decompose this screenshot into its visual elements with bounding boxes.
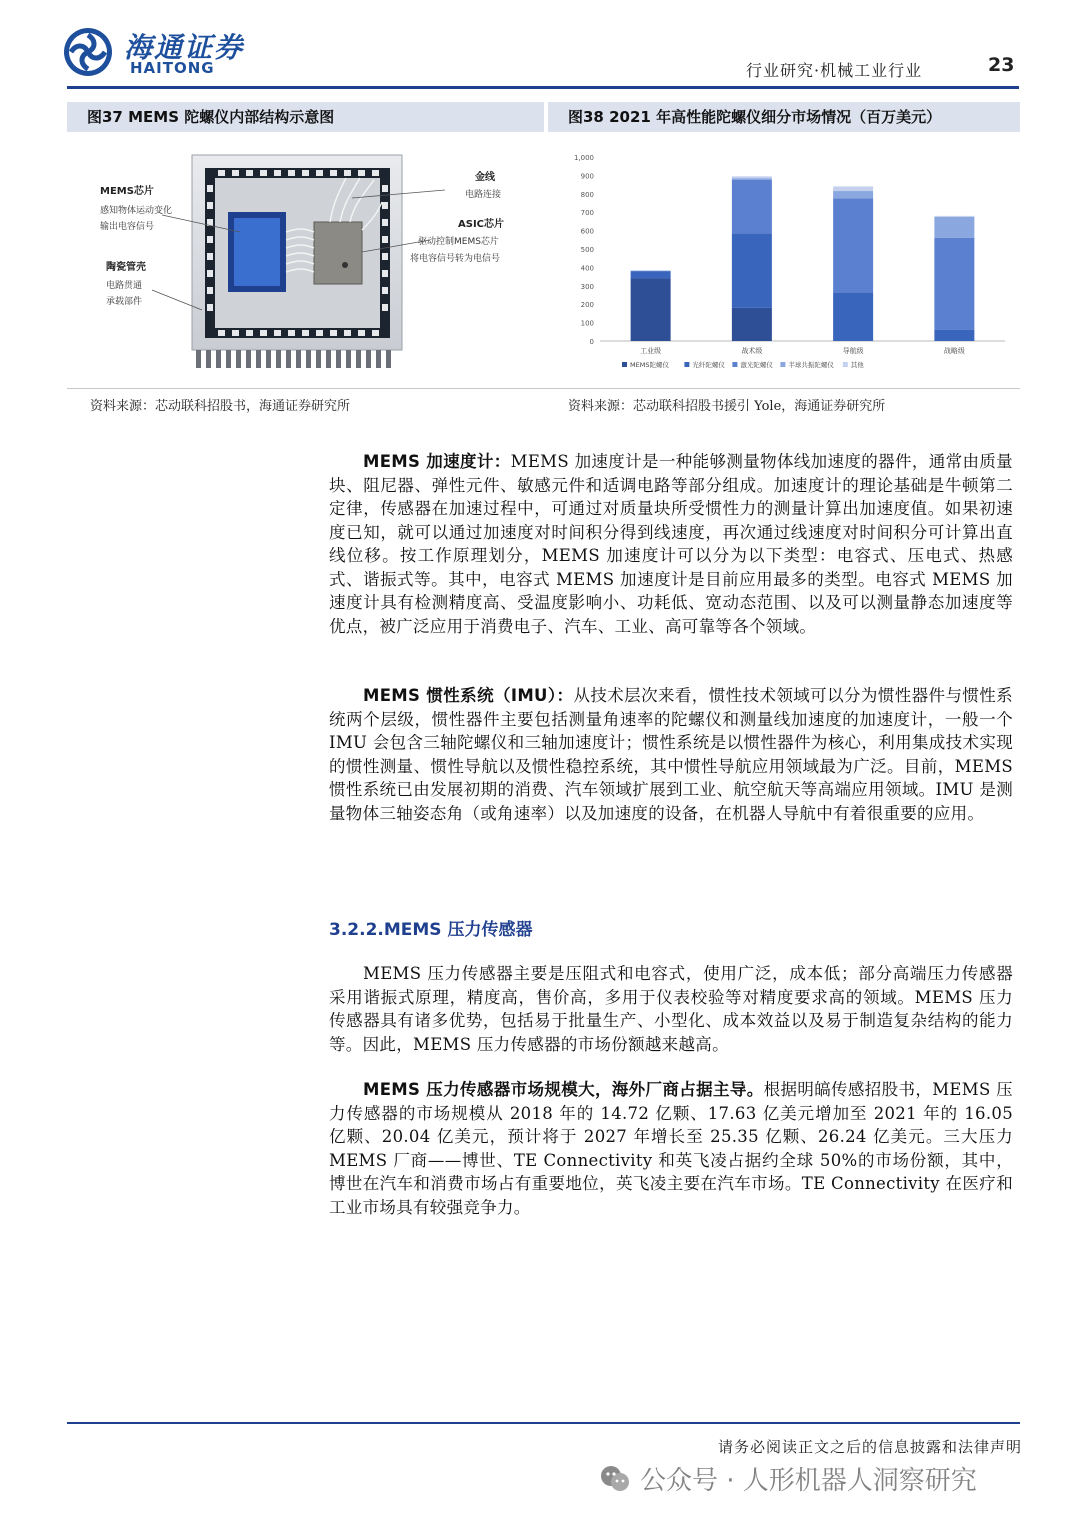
mems-chip-title: MEMS芯片 [100, 186, 154, 197]
y-tick-label: 200 [580, 301, 594, 310]
figure37-source: 资料来源：芯动联科招股书，海通证券研究所 [90, 399, 351, 414]
mems-gyroscope-diagram [90, 140, 530, 380]
paragraph-text: MEMS 加速度计是一种能够测量物体线加速度的器件，通常由质量块、阻尼器、弹性元件、敏感元件和适调电路等部分组成。加速度计的理论基础是牛顿第二定律，传感器在加速过程中，可通过对质量块所受惯性力的测量计算出加速度值。如果初速度已知，就可以通过加速度对时间积分得到线速度，再次通过线速度对时间积分可计算出直线位移。按工作原理划分，MEMS 加速度计可以分为以下类型：电容式、压电式、热感式、谐振式等。其中，电容式 MEMS 加速度计是目前应用最多的类型。电容式 MEMS 加速度计具有检测精度高、受温度影响小、功耗低、宽动态范围、以及可以测量静态加速度等优点，被广泛应用于消费电子、汽车、工业、高可靠等各个领域。 [329, 452, 1013, 636]
bar-segment [732, 308, 772, 341]
paragraph-text: MEMS 压力传感器主要是压阻式和电容式，使用广泛，成本低；部分高端压力传感器采用谐振式原理，精度高，售价高，多用于仪表校验等对精度要求高的领域。MEMS 压力传感器具有诸多优势，包括易于批量生产、小型化、成本效益以及易于制造复杂结构的能力等。因此，MEMS 压力传感器的市场份额越来越高。 [329, 964, 1013, 1054]
legend-swatch [780, 362, 785, 367]
paragraph-pressure-sensor [329, 962, 1013, 1056]
paragraph-text: 根据明皜传感招股书，MEMS 压力传感器的市场规模从 2018 年的 14.72 亿颗、17.63 亿美元增加至 2021 年的 16.05 亿颗、20.04 亿美元，预计将于 2027 年增长至 25.35 亿颗、26.24 亿美元。三大压力 MEMS 厂商——博世、TE Connectivity 和英飞凌占据约全球 50%的市场份额，其中，博世在汽车和消费市场占有重要地位，英飞凌主要在汽车市场。TE Connectivity 在医疗和工业市场具有较强竞争力。 [329, 1080, 1013, 1217]
paragraph-text: 从技术层次来看，惯性技术领域可以分为惯性器件与惯性系统两个层级，惯性器件主要包括测量角速率的陀螺仪和测量线加速度的加速度计，一般一个 IMU 会包含三轴陀螺仪和三轴加速度计；惯性系统是以惯性器件为核心，利用集成技术实现的惯性测量、惯性导航以及惯性稳控系统，其中惯性导航应用领域最为广泛。目前，MEMS 惯性系统已由发展初期的消费、汽车领域扩展到工业、航空航天等高端应用领域。IMU 是测量物体三轴姿态角（或角速率）以及加速度的设备，在机器人导航中有着很重要的应用。 [329, 686, 1013, 823]
y-tick-label: 300 [580, 282, 594, 291]
legend-swatch [684, 362, 689, 367]
bar-segment [732, 178, 772, 180]
report-category: 行业研究·机械工业行业 [746, 61, 923, 80]
bar-segment [934, 238, 974, 330]
legend-label: 光纤陀螺仪 [692, 361, 725, 369]
watermark-text: 公众号 · 人形机器人洞察研究 [640, 1466, 977, 1496]
paragraph-imu [329, 684, 1013, 825]
figure38-caption: 图38 2021 年高性能陀螺仪细分市场情况（百万美元） [548, 102, 1020, 132]
legend-label: 其他 [850, 361, 864, 369]
footer-divider [67, 1422, 1020, 1424]
bar-segment [732, 233, 772, 308]
legend-swatch [843, 362, 848, 367]
paragraph-lead: MEMS 加速度计： [363, 452, 511, 471]
bar-segment [934, 216, 974, 217]
figure37-caption: 图37 MEMS 陀螺仪内部结构示意图 [67, 102, 544, 132]
legend-label: 激光陀螺仪 [740, 361, 773, 369]
x-tick-label: 导航级 [842, 347, 864, 355]
bar-segment [833, 292, 873, 341]
y-tick-label: 800 [580, 190, 594, 199]
bar-segment [934, 330, 974, 341]
ceramic-package-desc2: 承载部件 [106, 297, 143, 307]
paragraph-accelerometer [329, 450, 1013, 638]
legend-label: 半球共振陀螺仪 [788, 361, 834, 369]
bar-segment [833, 186, 873, 191]
y-tick-label: 400 [580, 264, 594, 273]
bar-segment [934, 217, 974, 238]
legend-label: MEMS陀螺仪 [630, 361, 669, 369]
paragraph-lead: MEMS 惯性系统（IMU）： [363, 686, 574, 705]
disclosure-notice: 请务必阅读正文之后的信息披露和法律声明 [718, 1438, 1023, 1456]
ceramic-package-title: 陶瓷管壳 [106, 262, 146, 273]
bar-segment [833, 191, 873, 198]
bar-segment [732, 176, 772, 178]
bar-segment [732, 180, 772, 233]
x-tick-label: 战略级 [943, 347, 965, 355]
page-number: 23 [988, 54, 1015, 76]
asic-chip [314, 222, 362, 284]
paragraph-pressure-market [329, 1078, 1013, 1219]
paragraph-lead: MEMS 压力传感器市场规模大，海外厂商占据主导。 [363, 1080, 764, 1099]
logo-english-name: HAITONG [130, 59, 215, 77]
wechat-icon [598, 1462, 632, 1496]
gold-wire-desc: 电路连接 [465, 190, 502, 200]
x-tick-label: 工业级 [640, 347, 662, 355]
mems-chip-desc1: 感知物体运动变化 [100, 206, 173, 216]
bar-segment [631, 278, 671, 341]
bar-segment [833, 198, 873, 292]
y-tick-label: 100 [580, 319, 594, 328]
asic-chip-desc2: 将电容信号转为电信号 [410, 254, 501, 264]
legend-swatch [622, 362, 627, 367]
y-tick-label: 0 [589, 338, 594, 346]
logo-chinese-name: 海通证券 [124, 31, 245, 64]
ceramic-package-desc1: 电路贯通 [106, 281, 143, 291]
package-leads [196, 350, 391, 368]
section-heading: 3.2.2.MEMS 压力传感器 [329, 920, 533, 940]
asic-chip-title: ASIC芯片 [458, 219, 505, 230]
bar-segment [631, 271, 671, 278]
legend-swatch [732, 362, 737, 367]
gyroscope-market-chart [560, 145, 1015, 380]
y-tick-label: 900 [580, 172, 594, 181]
gold-wire-title: 金线 [475, 172, 495, 183]
y-tick-label: 1,000 [573, 154, 594, 162]
y-tick-label: 700 [580, 209, 594, 218]
bar-segment [631, 270, 671, 271]
header-divider [67, 86, 1019, 89]
mems-chip-desc2: 输出电容信号 [100, 222, 155, 232]
haitong-logo-icon [62, 26, 114, 78]
x-tick-label: 战术级 [741, 347, 763, 355]
y-tick-label: 600 [580, 227, 594, 236]
asic-chip-desc1: 驱动控制MEMS芯片 [418, 237, 499, 247]
figure38-source: 资料来源：芯动联科招股书援引 Yole，海通证券研究所 [568, 399, 886, 414]
figure-divider [67, 388, 1020, 389]
y-tick-label: 500 [580, 246, 594, 254]
